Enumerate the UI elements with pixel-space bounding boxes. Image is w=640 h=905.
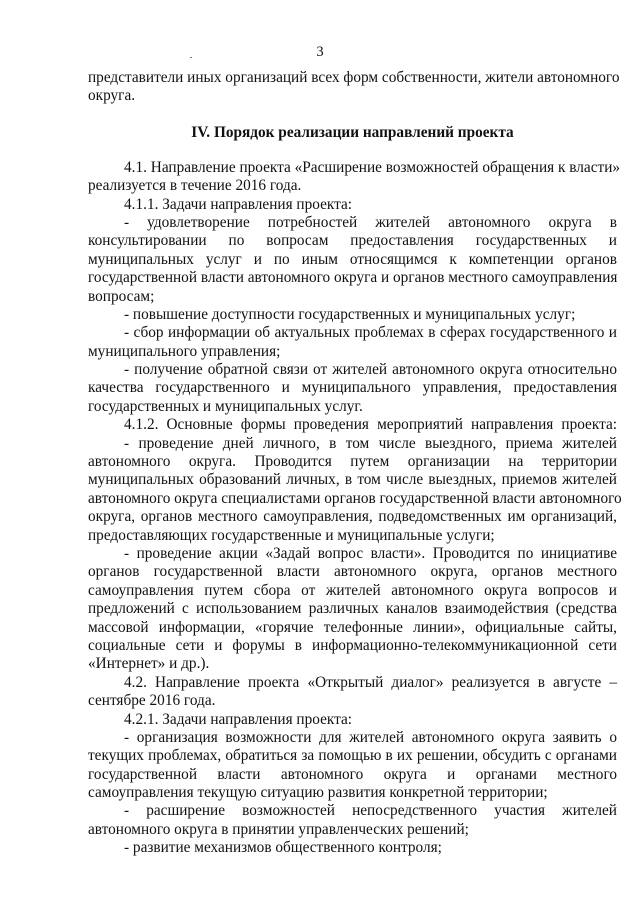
text-line: 4.2.1. Задачи направления проекта:: [124, 710, 353, 728]
text-line: 4.1.2. Основные формы проведения мероприятий направления проекта:: [124, 416, 617, 434]
text-line: - организация возможности для жителей автономного округа заявить о: [124, 728, 617, 746]
page-number: 3: [316, 44, 324, 60]
text-line: округа.: [88, 87, 136, 105]
section-heading: IV. Порядок реализации направлений проекта: [191, 123, 514, 141]
text-line: округа, органов местного самоуправления, подведомственных им организаций,: [88, 508, 617, 526]
text-line: 4.1. Направление проекта «Расширение возможностей обращения к власти»: [124, 158, 621, 176]
text-line: - повышение доступности государственных и муниципальных услуг;: [124, 305, 576, 323]
text-line: государственной власти автономного округа и органами местного: [88, 765, 617, 783]
text-line: самоуправления текущую ситуацию развития конкретной территории;: [88, 784, 548, 802]
text-line: консультировании по вопросам предоставления государственных и: [88, 232, 617, 250]
text-line: вопросам;: [88, 287, 155, 305]
text-line: органов государственной власти автономного округа, органов местного: [88, 563, 617, 581]
text-line: муниципальных услуг и по иным относящимся к компетенции органов: [88, 250, 617, 268]
text-line: предложений с использованием различных каналов взаимодействия (средства: [88, 600, 617, 618]
text-line: - развитие механизмов общественного контроля;: [124, 839, 442, 857]
text-line: «Интернет» и др.).: [88, 655, 210, 673]
text-line: сентябре 2016 года.: [88, 692, 216, 710]
text-line: государственной власти автономного округа и органов местного самоуправления: [88, 269, 618, 287]
document-body: [88, 69, 622, 858]
text-line: автономного округа специалистами органов государственной власти автономного: [88, 489, 622, 507]
text-line: предоставляющих государственные и муниципальные услуги;: [88, 526, 495, 544]
text-line: - проведение акции «Задай вопрос власти». Проводится по инициативе: [124, 544, 617, 562]
text-line: автономного округа в принятии управленческих решений;: [88, 820, 469, 838]
text-line: массовой информации, «горячие телефонные линии», официальные сайты,: [88, 618, 617, 636]
text-line: муниципального управления;: [88, 342, 281, 360]
text-line: автономного округа. Проводится путем организации на территории: [88, 453, 617, 471]
text-line: реализуется в течение 2016 года.: [88, 177, 302, 195]
text-line: - расширение возможностей непосредственного участия жителей: [124, 802, 617, 820]
text-line: государственных и муниципальных услуг.: [88, 397, 363, 415]
text-line: - получение обратной связи от жителей автономного округа относительно: [124, 361, 617, 379]
scan-artifact: [190, 57, 192, 58]
text-line: 4.1.1. Задачи направления проекта:: [124, 195, 353, 213]
text-line: 4.2. Направление проекта «Открытый диалог» реализуется в августе –: [124, 673, 617, 691]
text-line: - удовлетворение потребностей жителей автономного округа в: [124, 213, 617, 231]
text-line: социальные сети и форумы в информационно-телекоммуникационной сети: [88, 636, 617, 654]
text-line: представители иных организаций всех форм собственности, жители автономного: [88, 69, 620, 86]
text-line: муниципальных образований личных, в том числе выездных, приемов жителей: [88, 471, 617, 489]
text-line: текущих проблемах, обратиться за помощью в их решении, обсудить с органами: [88, 747, 617, 765]
text-line: - сбор информации об актуальных проблемах в сферах государственного и: [124, 324, 617, 342]
text-line: качества государственного и муниципального управления, предоставления: [88, 379, 617, 397]
text-line: - проведение дней личного, в том числе выездного, приема жителей: [124, 434, 617, 452]
text-line: самоуправления путем сбора от жителей автономного округа вопросов и: [88, 581, 617, 599]
